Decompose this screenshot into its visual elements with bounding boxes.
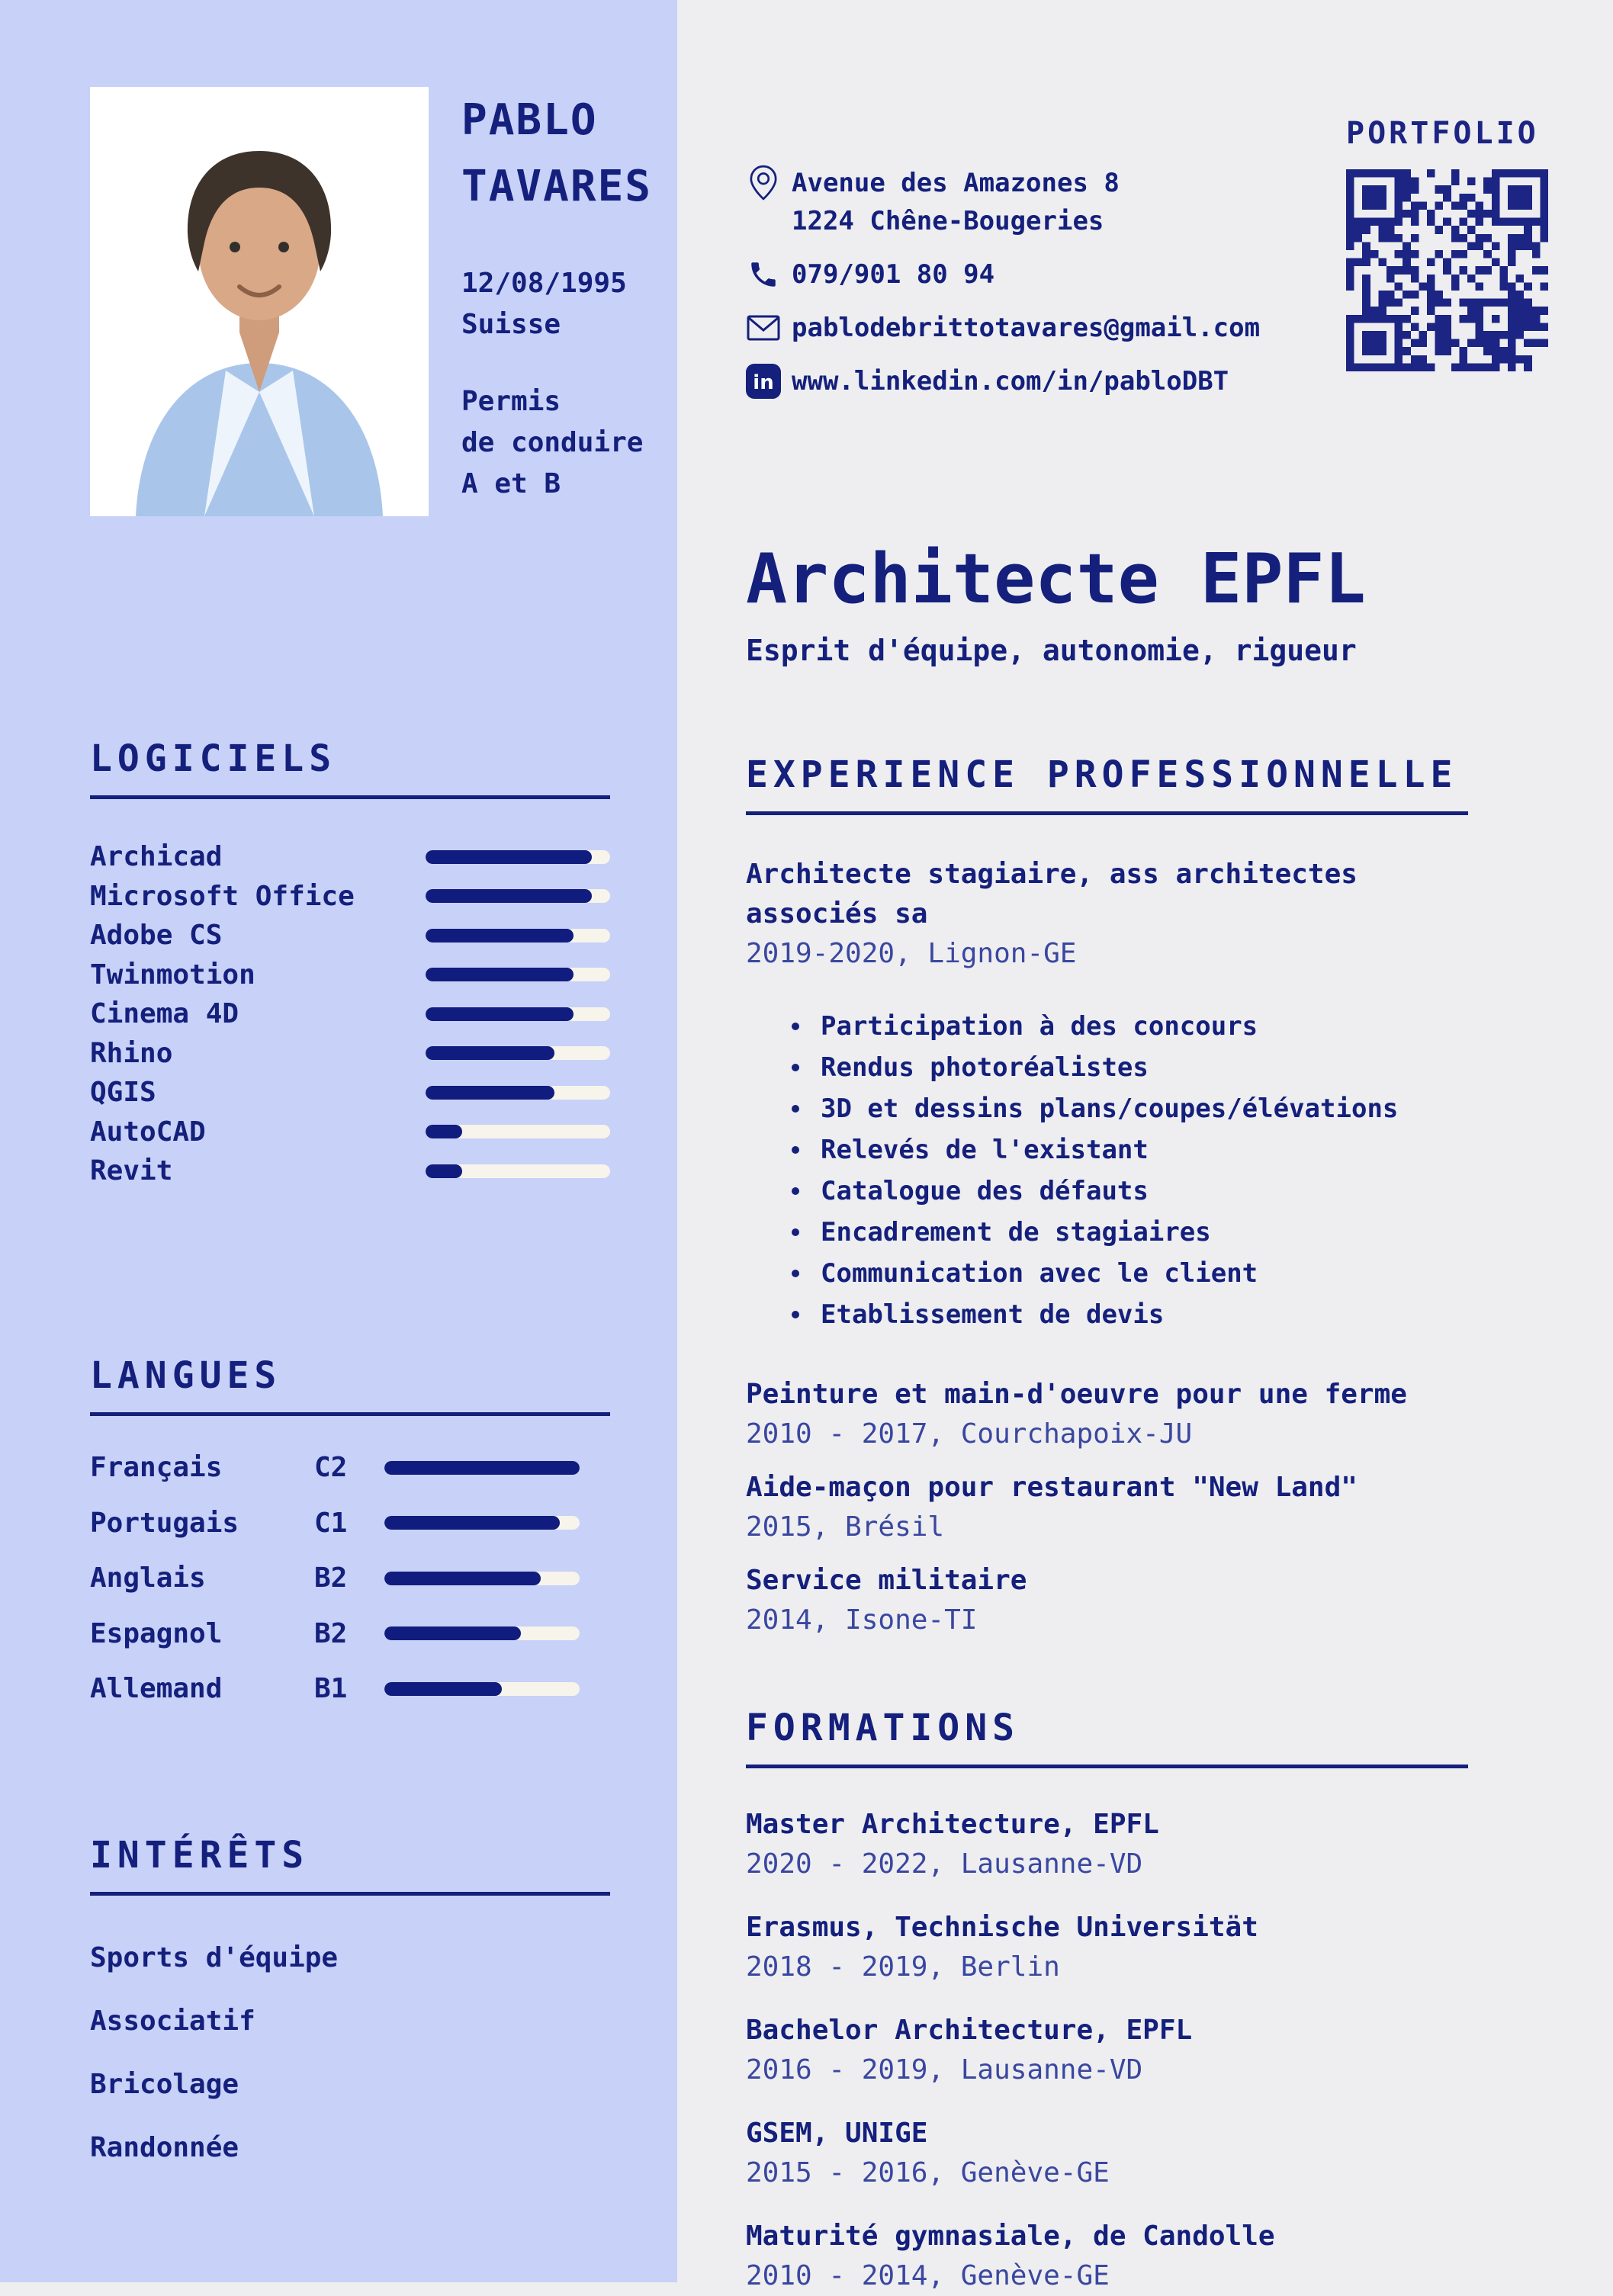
formation-date: 2020 - 2022, Lausanne-VD [746, 1848, 1143, 1880]
job-title: Architecte stagiaire, ass architectes associés sa [746, 859, 1358, 930]
formation-title: Erasmus, Technische Universität [746, 1912, 1258, 1943]
job-entry [746, 1468, 1468, 1547]
bullet-dot-icon [792, 1228, 799, 1236]
skill-label: Microsoft Office [90, 880, 355, 912]
language-row [90, 1495, 610, 1551]
job-bullet-list [746, 1006, 1468, 1335]
job-entry-main [746, 855, 1468, 1335]
permit-line1: Permis [461, 386, 561, 417]
interest-item: Bricolage [90, 2069, 239, 2100]
language-label: Français [90, 1452, 223, 1484]
address-line1: Avenue des Amazones 8 [792, 168, 1120, 198]
job-date: 2010 - 2017, Courchapoix-JU [746, 1418, 1193, 1450]
section-title-experience: EXPERIENCE PROFESSIONNELLE [746, 753, 1458, 796]
skill-bar-fill [426, 968, 574, 981]
formations-list [746, 1805, 1468, 2296]
skill-label: QGIS [90, 1077, 156, 1109]
formation-date: 2016 - 2019, Lausanne-VD [746, 2054, 1143, 2086]
portfolio-label: PORTFOLIO [1346, 116, 1539, 151]
job-bullet [746, 1253, 1468, 1294]
permit-line3: A et B [461, 468, 561, 499]
job-title: Aide-maçon pour restaurant "New Land" [746, 1472, 1358, 1503]
svg-text:in: in [753, 371, 774, 394]
bullet-dot-icon [792, 1064, 799, 1071]
contact-phone: 079/901 80 94 [792, 259, 995, 290]
skill-bar-fill [426, 850, 592, 864]
job-title: Peinture et main-d'oeuvre pour une ferme [746, 1379, 1407, 1410]
job-bullet [746, 1129, 1468, 1170]
language-level: B1 [314, 1673, 348, 1705]
email-icon [746, 313, 781, 343]
languages-list [90, 1440, 610, 1717]
section-interets [90, 1832, 610, 2179]
skill-label: Twinmotion [90, 959, 255, 991]
portfolio-block [1346, 114, 1552, 371]
bullet-dot-icon [792, 1270, 799, 1277]
skill-label: AutoCAD [90, 1116, 206, 1148]
job-entry [746, 1375, 1468, 1454]
job-bullet [746, 1170, 1468, 1212]
language-bar-fill [384, 1461, 580, 1475]
skill-bar-track [426, 968, 610, 981]
section-title-formations: FORMATIONS [746, 1707, 1020, 1749]
job-date: 2014, Isone-TI [746, 1604, 978, 1636]
bullet-dot-icon [792, 1105, 799, 1113]
interest-item: Associatif [90, 2005, 255, 2037]
section-langues [90, 1353, 610, 1717]
portfolio-qr-code[interactable] [1346, 169, 1548, 371]
language-row [90, 1662, 610, 1717]
skill-label: Archicad [90, 841, 223, 873]
skill-row [90, 1113, 610, 1152]
bullet-text: Rendus photoréalistes [821, 1052, 1149, 1083]
formation-title: Maturité gymnasiale, de Candolle [746, 2221, 1275, 2252]
section-title-langues: LANGUES [90, 1354, 282, 1397]
formation-date: 2010 - 2014, Genève-GE [746, 2260, 1110, 2291]
skill-bar-fill [426, 929, 574, 942]
skill-row [90, 837, 610, 877]
skill-row [90, 877, 610, 917]
language-bar-track [384, 1682, 580, 1696]
other-jobs-list [746, 1375, 1468, 1640]
identity-block [90, 87, 653, 516]
language-bar-track [384, 1461, 580, 1475]
language-row [90, 1551, 610, 1607]
language-row [90, 1606, 610, 1662]
interest-item: Sports d'équipe [90, 1942, 339, 1973]
formation-title: Bachelor Architecture, EPFL [746, 2015, 1193, 2046]
job-bullet [746, 1088, 1468, 1129]
skill-bar-fill [426, 1164, 462, 1178]
formation-date: 2018 - 2019, Berlin [746, 1951, 1060, 1983]
language-bar-fill [384, 1572, 541, 1585]
bullet-text: Participation à des concours [821, 1011, 1258, 1042]
driving-permit [461, 381, 652, 505]
permit-line2: de conduire [461, 427, 644, 458]
skill-row [90, 916, 610, 955]
bullet-text: Catalogue des défauts [821, 1176, 1149, 1206]
skill-bar-track [426, 1125, 610, 1138]
name-line2: TAVARES [461, 162, 653, 211]
skill-bar-track [426, 1164, 610, 1178]
section-logiciels [90, 736, 610, 1191]
skill-bar-track [426, 889, 610, 903]
location-pin-icon [746, 164, 781, 240]
section-experience [746, 752, 1468, 1640]
personal-info [461, 263, 652, 345]
formation-title: Master Architecture, EPFL [746, 1809, 1159, 1840]
language-label: Espagnol [90, 1617, 223, 1649]
contact-address [792, 164, 1120, 240]
section-rule [90, 1892, 610, 1896]
bullet-text: Communication avec le client [821, 1258, 1258, 1289]
section-title-interets: INTÉRÊTS [90, 1834, 310, 1877]
name [461, 87, 652, 220]
profile-photo [90, 87, 429, 516]
bullet-dot-icon [792, 1023, 799, 1030]
formation-entry [746, 1805, 1468, 1884]
section-rule [90, 795, 610, 799]
job-bullet [746, 1047, 1468, 1088]
address-line2: 1224 Chêne-Bougeries [792, 206, 1104, 236]
skill-row [90, 1034, 610, 1074]
job-date: 2015, Brésil [746, 1511, 945, 1543]
skills-list [90, 837, 610, 1191]
interest-item: Randonnée [90, 2132, 239, 2163]
language-label: Portugais [90, 1507, 239, 1539]
skill-row [90, 1151, 610, 1191]
language-bar-fill [384, 1626, 521, 1640]
skill-bar-track [426, 1007, 610, 1021]
formation-entry [746, 1908, 1468, 1987]
language-bar-fill [384, 1682, 502, 1696]
bullet-text: 3D et dessins plans/coupes/élévations [821, 1093, 1399, 1124]
bullet-text: Relevés de l'existant [821, 1135, 1149, 1165]
skill-bar-fill [426, 1046, 554, 1060]
contact-linkedin[interactable]: www.linkedin.com/in/pabloDBT [792, 366, 1229, 397]
language-label: Allemand [90, 1673, 223, 1705]
job-bullet [746, 1294, 1468, 1335]
formation-date: 2015 - 2016, Genève-GE [746, 2157, 1110, 2188]
skill-label: Adobe CS [90, 920, 223, 952]
page-title: Architecte EPFL [746, 539, 1366, 619]
skill-bar-fill [426, 1007, 574, 1021]
linkedin-icon [746, 364, 781, 399]
job-bullet [746, 1006, 1468, 1047]
skill-row [90, 1073, 610, 1113]
profile-photo-illustration [90, 87, 429, 516]
interests-list [90, 1926, 610, 2179]
main-content [677, 0, 1613, 2291]
section-formations [746, 1705, 1468, 2296]
skill-bar-fill [426, 1086, 554, 1100]
sidebar [0, 0, 677, 2282]
skill-bar-track [426, 929, 610, 942]
skill-bar-track [426, 1086, 610, 1100]
language-level: B2 [314, 1617, 348, 1649]
bullet-dot-icon [792, 1311, 799, 1318]
language-bar-track [384, 1572, 580, 1585]
job-title: Service militaire [746, 1565, 1027, 1596]
skill-bar-fill [426, 1125, 462, 1138]
language-bar-track [384, 1516, 580, 1530]
bullet-text: Encadrement de stagiaires [821, 1217, 1211, 1248]
language-level: B2 [314, 1562, 348, 1594]
birthdate: 12/08/1995 [461, 268, 627, 299]
job-entry [746, 1561, 1468, 1640]
language-label: Anglais [90, 1562, 206, 1594]
page-subtitle: Esprit d'équipe, autonomie, rigueur [746, 634, 1357, 667]
formation-title: GSEM, UNIGE [746, 2118, 928, 2149]
bullet-dot-icon [792, 1146, 799, 1154]
bullet-dot-icon [792, 1187, 799, 1195]
name-line1: PABLO [461, 95, 598, 145]
skill-label: Rhino [90, 1037, 173, 1069]
job-bullet [746, 1212, 1468, 1253]
skill-label: Cinema 4D [90, 998, 239, 1030]
language-level: C2 [314, 1452, 348, 1484]
bullet-text: Etablissement de devis [821, 1299, 1165, 1330]
headline-block [746, 538, 1468, 672]
contact-email[interactable]: pablodebrittotavares@gmail.com [792, 313, 1261, 343]
skill-row [90, 994, 610, 1034]
formation-entry [746, 2114, 1468, 2193]
section-rule [746, 1765, 1468, 1768]
skill-bar-track [426, 850, 610, 864]
skill-bar-track [426, 1046, 610, 1060]
skill-row [90, 955, 610, 995]
language-bar-track [384, 1626, 580, 1640]
section-title-logiciels: LOGICIELS [90, 737, 337, 780]
skill-bar-fill [426, 889, 592, 903]
phone-icon [746, 259, 781, 291]
formation-entry [746, 2217, 1468, 2296]
section-rule [90, 1412, 610, 1416]
language-bar-fill [384, 1516, 560, 1530]
section-rule [746, 811, 1468, 815]
formation-entry [746, 2011, 1468, 2090]
job-date: 2019-2020, Lignon-GE [746, 938, 1077, 969]
identity-text [461, 87, 652, 516]
skill-label: Revit [90, 1155, 173, 1187]
nationality: Suisse [461, 309, 561, 340]
language-row [90, 1440, 610, 1496]
language-level: C1 [314, 1507, 348, 1539]
